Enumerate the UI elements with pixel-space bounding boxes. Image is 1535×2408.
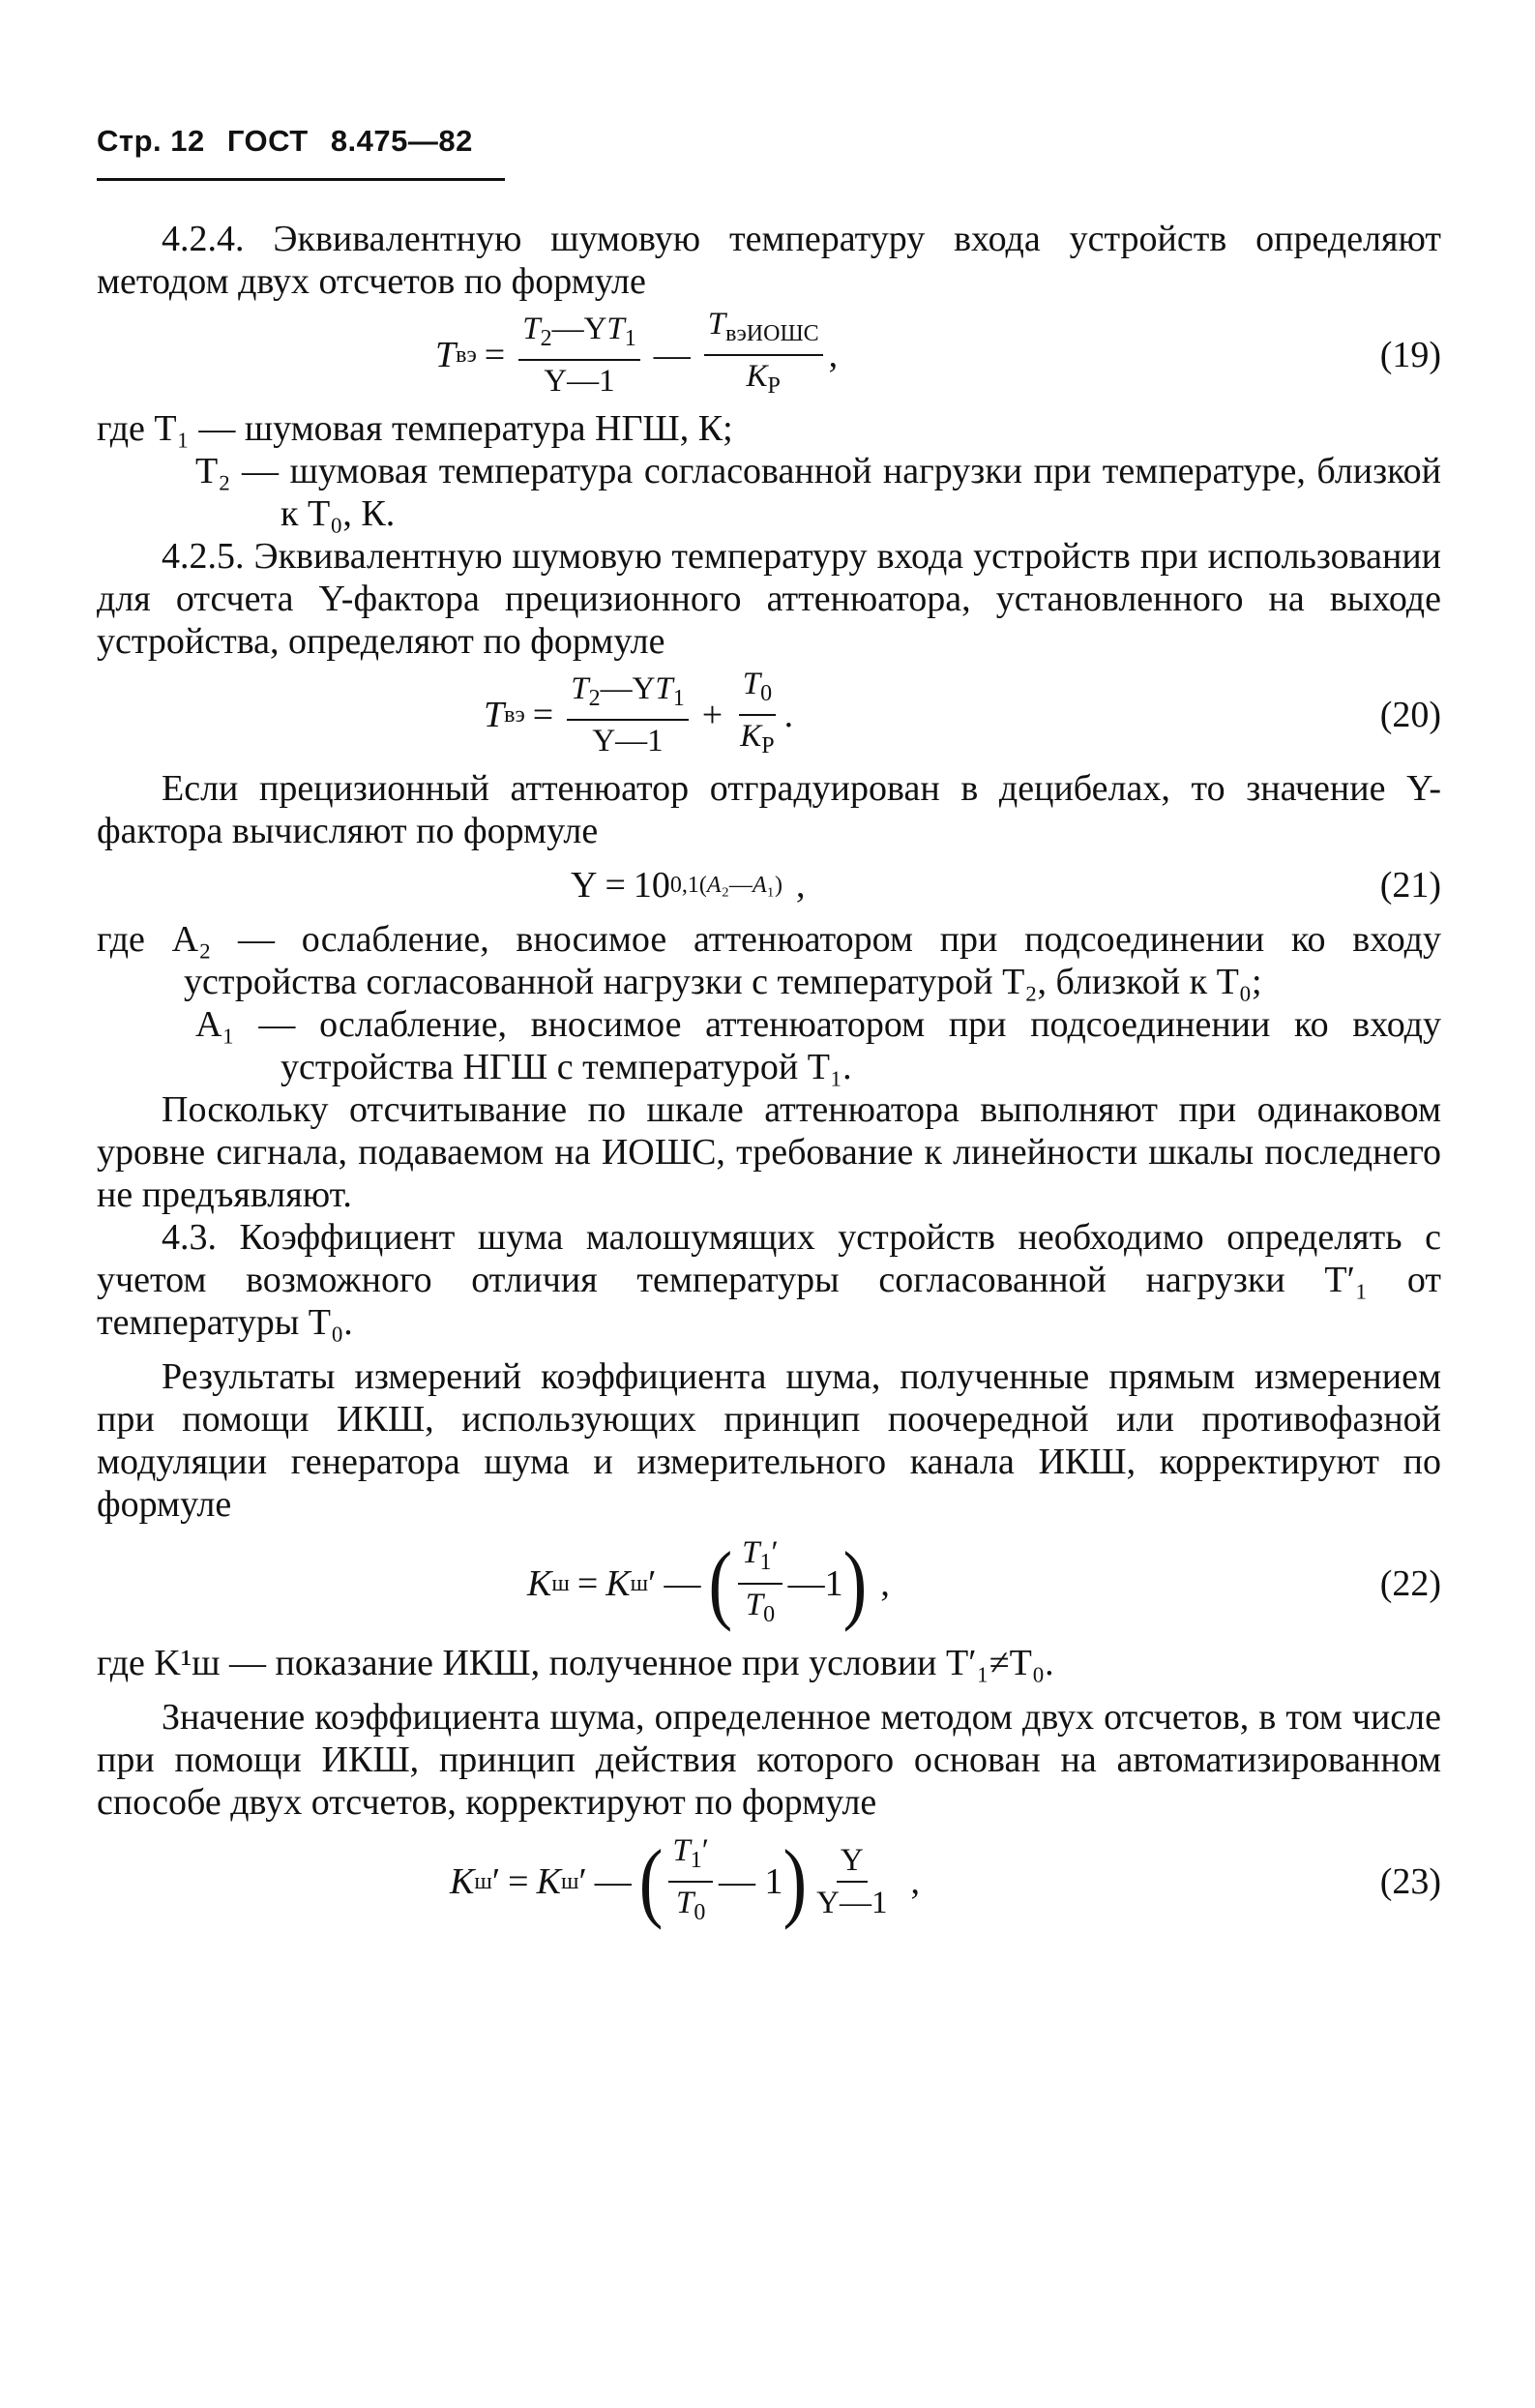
- formula-19: T вэ = $\frac{T_2—YT_1}{Y—1}$ — $\frac{T_{вэИОШС}}{K_P}$ , (19): [435, 307, 1441, 399]
- paragraph-attenuator: Если прецизионный аттенюатор отградуирован в децибелах, то значение Y-фактора вычисляют по формуле: [97, 768, 1441, 851]
- formula-22: K ш = K ш ′ — ( $\frac{T_1'}{T_0}$ —1 ) , (22): [527, 1533, 1441, 1634]
- definition-a2: где A₂ — ослабление, вносимое аттенюатором при подсоединении ко входу устройства согласованной нагрузки с температурой T₂, близкой к T₀;: [97, 919, 1441, 1002]
- standard-number: 8.475—82: [330, 124, 473, 158]
- equation-number: (21): [1379, 865, 1441, 906]
- definition-t2: T₂ — шумовая температура согласованной нагрузки при температуре, близкой к T₀, К.: [195, 451, 1441, 534]
- formula-23: K ш ′ = K ш ′ — ( $\frac{T_1'}{T_0}$ — 1 ) $\frac{Y}{Y—1}$ , (23): [450, 1831, 1441, 1932]
- equation-number: (19): [1379, 335, 1441, 375]
- equation-number: (22): [1379, 1563, 1441, 1604]
- page-header: [97, 124, 487, 159]
- paragraph-4-3: 4.3. Коэффициент шума малошумящих устройств необходимо определять с учетом возможного отличия температуры согласованной нагрузки T′₁ от температуры T₀.: [97, 1217, 1441, 1343]
- formula-21: Y = 10 0,1(A₂—A₁) , (21): [571, 865, 1441, 906]
- paragraph-results: Результаты измерений коэффициента шума, полученные прямым измерением при помощи ИКШ, использующих принцип поочередной или противофазной модуляции генератора шума и измерительного канала ИКШ, корректируют по формуле: [97, 1356, 1441, 1525]
- definition-a1: A₁ — ослабление, вносимое аттенюатором при подсоединении ко входу устройства НГШ с температурой T₁.: [195, 1004, 1441, 1087]
- formula-20: T вэ = $\frac{T_2—YT_1}{Y—1}$ + $\frac{T_0}{K_P}$ . (20): [484, 667, 1441, 758]
- equation-number: (20): [1379, 695, 1441, 735]
- definition-k1: где K¹ш — показание ИКШ, полученное при условии T′₁≠T₀.: [97, 1643, 1054, 1683]
- page-number: Стр. 12: [97, 124, 205, 158]
- body-text: [97, 218, 1441, 1940]
- paragraph-4-2-4: 4.2.4. Эквивалентную шумовую температуру входа устройств определяют методом двух отсчетов по формуле: [97, 219, 1441, 302]
- paragraph-scale-note: Поскольку отсчитывание по шкале аттенюатора выполняют при одинаковом уровне сигнала, подаваемом на ИОШС, требование к линейности шкалы последнего не предъявляют.: [97, 1089, 1441, 1215]
- equation-number: (23): [1379, 1861, 1441, 1902]
- paragraph-two-readings: Значение коэффициента шума, определенное методом двух отсчетов, в том числе при помощи ИКШ, принцип действия которого основан на автоматизированном способе двух отсчетов, корректируют по формуле: [97, 1697, 1441, 1823]
- standard-label: ГОСТ: [226, 124, 309, 158]
- paragraph-4-2-5: 4.2.5. Эквивалентную шумовую температуру входа устройств при использовании для отсчета Y-фактора прецизионного аттенюатора, установленного на выходе устройства, определяют по формуле: [97, 536, 1441, 662]
- definition-t1: где T₁ — шумовая температура НГШ, К;: [97, 408, 733, 449]
- header-rule: [97, 178, 505, 181]
